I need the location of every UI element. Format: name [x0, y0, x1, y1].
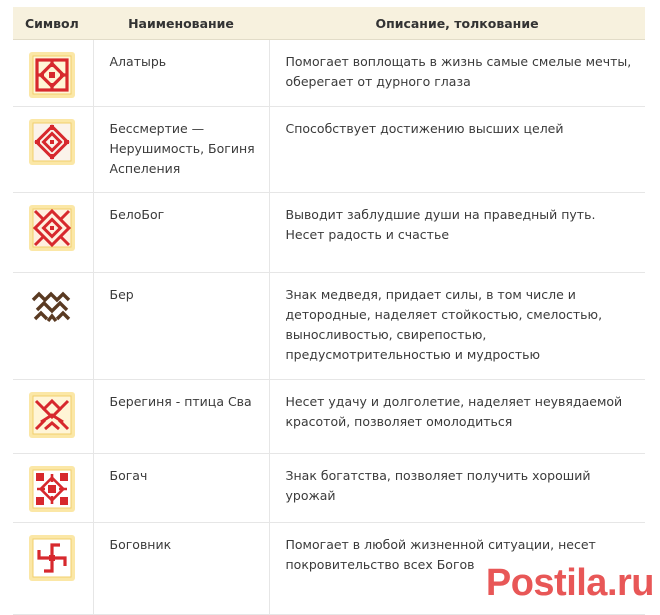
symbol-name: Алатырь — [93, 40, 269, 107]
watermark-text: Postila.ru — [485, 562, 654, 604]
ber-symbol-icon — [29, 285, 75, 331]
table-row — [13, 193, 645, 273]
symbol-cell — [13, 523, 93, 615]
symbol-description: Помогает в любой жизненной ситуации, несет покровительство всех Богов — [269, 523, 645, 615]
symbol-name: Боговник — [93, 523, 269, 615]
header-description: Описание, толкование — [269, 7, 645, 40]
symbol-name: Берегиня - птица Сва — [93, 380, 269, 454]
bogach-symbol-icon — [29, 466, 75, 512]
symbol-name: Бер — [93, 273, 269, 380]
symbol-name: Богач — [93, 454, 269, 523]
symbols-table — [13, 7, 645, 615]
table-row — [13, 523, 645, 615]
alatyr-symbol-icon — [29, 52, 75, 98]
symbol-cell — [13, 273, 93, 380]
table-row — [13, 273, 645, 380]
table-row — [13, 40, 645, 107]
symbol-description: Способствует достижению высших целей — [269, 107, 645, 193]
header-symbol: Символ — [13, 7, 93, 40]
symbol-name: Бессмертие — Нерушимость, Богиня Аспеления — [93, 107, 269, 193]
symbol-cell — [13, 454, 93, 523]
table-header-row — [13, 7, 645, 40]
symbol-description: Помогает воплощать в жизнь самые смелые мечты, оберегает от дурного глаза — [269, 40, 645, 107]
symbol-cell — [13, 107, 93, 193]
bessmertie-symbol-icon — [29, 119, 75, 165]
symbol-cell — [13, 193, 93, 273]
table-row — [13, 107, 645, 193]
symbol-cell — [13, 40, 93, 107]
symbol-name: БелоБог — [93, 193, 269, 273]
bogovnik-symbol-icon — [29, 535, 75, 581]
header-name: Наименование — [93, 7, 269, 40]
table-row — [13, 380, 645, 454]
symbol-description: Выводит заблудшие души на праведный путь. Несет радость и счастье — [269, 193, 645, 273]
symbol-cell — [13, 380, 93, 454]
belobog-symbol-icon — [29, 205, 75, 251]
bereginya-symbol-icon — [29, 392, 75, 438]
symbol-description: Знак богатства, позволяет получить хороший урожай — [269, 454, 645, 523]
symbol-description: Несет удачу и долголетие, наделяет неувядаемой красотой, позволяет омолодиться — [269, 380, 645, 454]
table-row — [13, 454, 645, 523]
symbol-description: Знак медведя, придает силы, в том числе и детородные, наделяет стойкостью, смелостью, выносливостью, свирепостью, предусмотрительностью и мудростью — [269, 273, 645, 380]
